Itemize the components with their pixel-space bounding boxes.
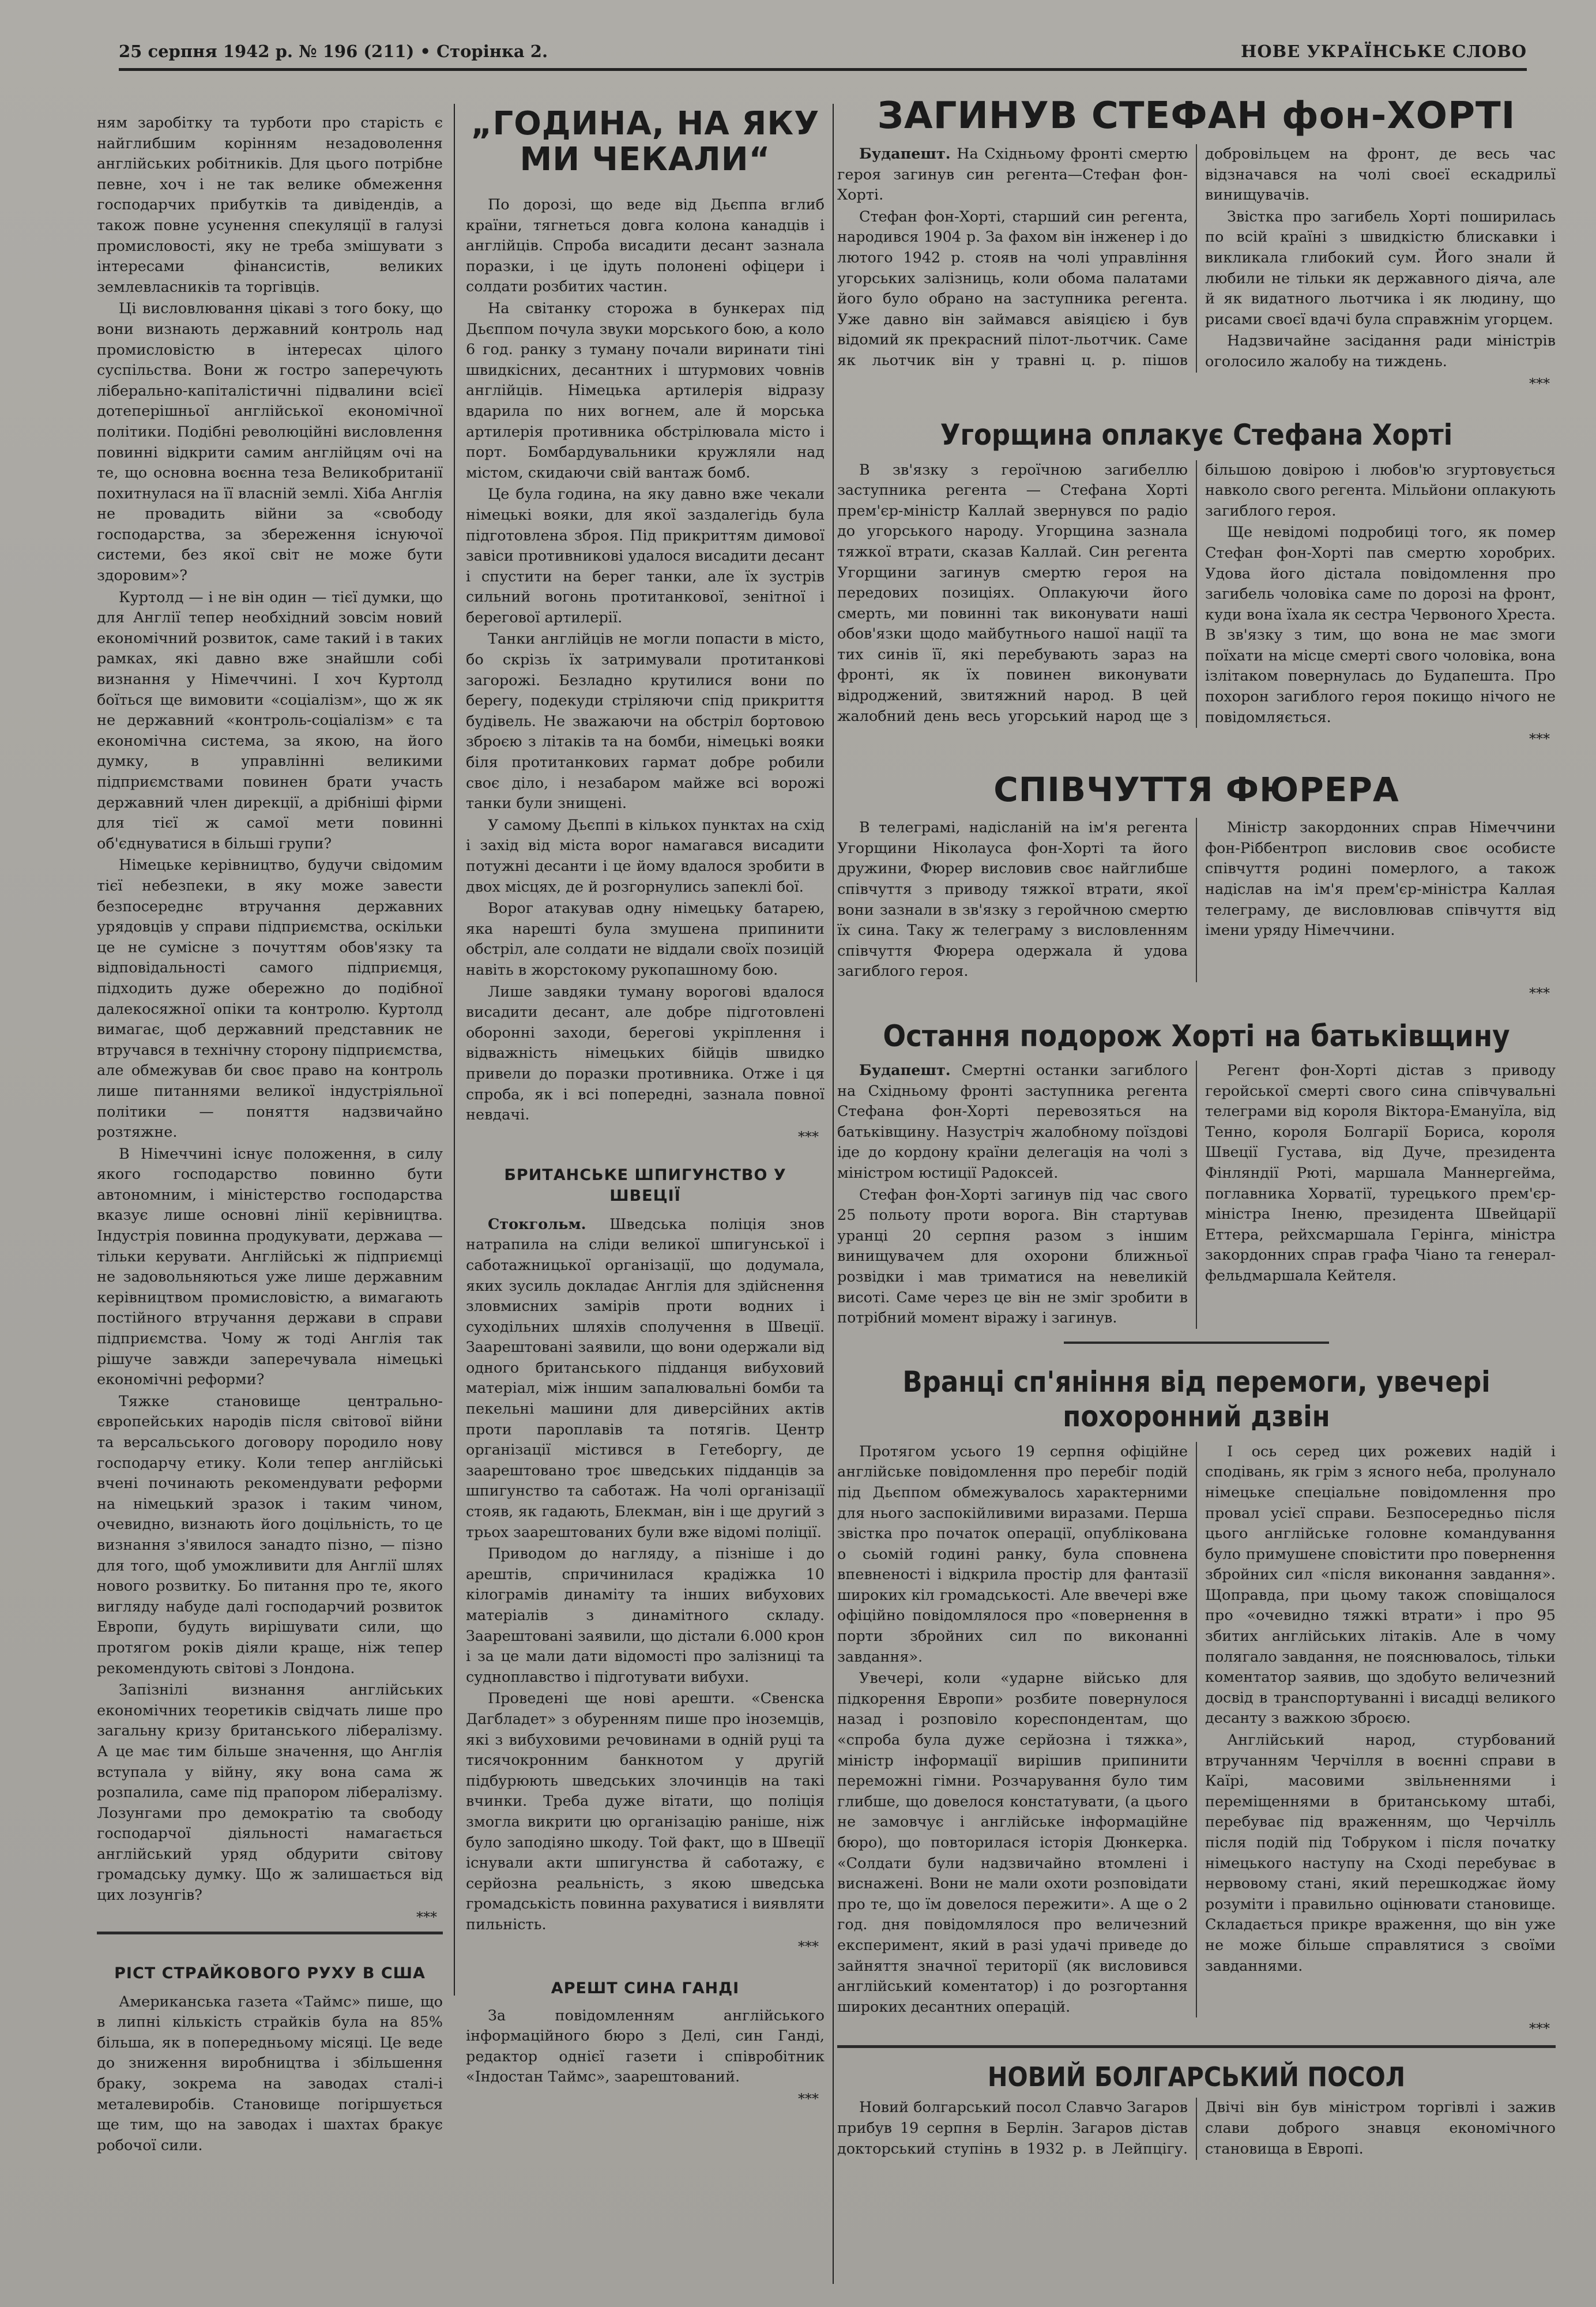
short-rule (1064, 1342, 1329, 1344)
col1-paragraph: Тяжке становище центрально-європейських народів після світової війни та версальського договору породило нову господарчу етику. Коли тепер англійські вчені починають рекомендувати реформи на німецький зразок і таким чином, очевидно, визнають його доцільність, то це визнання з'явилося занадто пізно, — пізно для того, щоб уможливити для Англії шлях нового розвитку. Бо питання про те, якого вигляду набуде далі господарчий розвиток Европи, будуть вирішувати сили, що протягом років діяли краще, ніж тепер рекомендують світові з Лондона. (97, 1392, 443, 1677)
dieppe-paragraph: Лише завдяки туману ворогові вдалося висадити десант, але добре підготовлені оборонні заходи, берегові укріплення і відважність німецьких бійців швидко привели до поразки противника. Отже і ця спроба, як і всі попередні, зазнала повної невдачі. (466, 983, 825, 1124)
col1-paragraph: В Німеччині існує положення, в силу якого господарство повинно бути автономним, і міністерство господарства вказує лише основні лінії керівництва. Індустрія повинна продукувати, держава — тільки керувати. Англійські ж підприємці не задовольняються уже лише державним керівництвом промисловістю, а вимагають постійного втручання держави в справи підприємства. Чому ж тоді Англія так рішуче завжди заперечувала німецькі економічні реформи? (97, 1145, 443, 1389)
morning-article (837, 1442, 1556, 2018)
envoy-text: Новий болгарський посол Славчо Загаров прибув 19 серпня в Берлін. Загаров дістав докторський ступінь в 1932 р. в Лейпцігу. Двічі він був міністром торгівлі і зажив слави доброго знавця економічного становища в Европі. (837, 2099, 1556, 2158)
dieppe-paragraph: Це була година, на яку давно вже чекали німецькі вояки, для якої заздалегідь була підготовлена зброя. Під прикриттям димової завіси противникові удалося висадити десант і спустити на берег танки, але їх зустрів сильний вогонь протитанкової, зенітної і берегової артилерії. (466, 486, 825, 626)
morning-paragraph: Увечері, коли «ударне військо для підкорення Европи» розбите повернулося назад і розповіло кореспондентам, що «спроба була дуже серйозна і тяжка», міністр інформації вирішив припинити переможні гімни. Розчарування було тим глибше, що довелося констатувати, (а цього не замовчує і англійське інформаційне бюро), що повторилася історія Дюнкерка. «Солдати були надзвичайно втомлені і виснажені. Вони не мали охоти розповідати про те, що їм довелося пережити». А ще о 2 год. дня повідомлялося про величезний експеримент, який в разі удачі приведе до зайняття значної території (як висловився англійський коментатор) і до розгортання широких десантних операцій. (837, 1670, 1188, 2016)
fuhrer-headline: СПІВЧУТТЯ ФЮРЕРА (993, 770, 1399, 810)
separator-stars: *** (1529, 2020, 1550, 2037)
dieppe-paragraph: По дорозі, що веде від Дьєппа вглиб країни, тягнеться довга колона канадців і англійців. Спроба висадити десант зазнала поразки, і це ідуть полонені офіцери і солдати розбитих частин. (466, 196, 825, 296)
dieppe-paragraph: Ворог атакував одну німецьку батарею, яка нарешті була змушена припинити обстріл, але солдати не віддали своїх позицій навіть в жорстокому рукопашному бою. (466, 900, 825, 979)
envoy-article (837, 2098, 1556, 2160)
column-rule-2 (833, 104, 834, 2284)
dieppe-paragraph: Танки англійців не могли попасти в місто, бо скрізь їх затримували протитанкові загорожі. Безладно крутилися вони по берегу, подекуди стріляючи спід прикриття будівель. Не зважаючи на обстріл бортовою зброєю з літаків та на бомби, німецькі вояки біля протитанкових гармат добре робили своє діло, і незабаром майже всі ворожі танки були знищені. (466, 630, 825, 813)
column-rule-1 (454, 104, 455, 1996)
journey-paragraph: Стефан фон-Хорті загинув під час свого 25 польоту проти ворога. Він стартував уранці 20 серпня разом з іншим винищувачем для охорони ближньої розвідки і мав триматися на невеликій висоті. Саме через це він не зміг зробити в потрібний момент віражу і загинув. (837, 1186, 1188, 1327)
horthy-dateline: Будапешт. (859, 145, 951, 163)
morning-headline-line2: похоронний дзвін (1063, 1399, 1330, 1433)
mourns-headline: Угорщина оплакує Стефана Хорті (940, 418, 1453, 452)
journey-article (837, 1061, 1556, 1329)
spy-paragraph: Приводом до нагляду, а пізніше і до арештів, спричинилася крадіжка 10 кілограмів динаміту та інших вибухових матеріалів з динамітного складу. Заарештовані заявили, що дістали 6.000 крон і за це мали дати відомості про залізниці та судноплавство і підготувати вибухи. (466, 1545, 825, 1686)
newspaper-title: НОВЕ УКРАЇНСЬКЕ СЛОВО (1240, 42, 1527, 61)
col1-paragraph: ням заробітку та турботи про старість є найглибшим корінням незадоволення англійських робітників. Для цього потрібне певне, хоч і не так велике обмеження господарчих прибутків та дивідендів, а також повне усунення спекуляції в галузі промисловості, яку не треба змішувати з інтересами фінансистів, великих землевласників та торгівців. (97, 114, 443, 296)
morning-paragraph: Протягом усього 19 серпня офіційне англійське повідомлення про перебіг подій під Дьєппом обмежувалось характерними для нього заспокійливими виразами. Перша звістка про початок операції, опублікована о сьомій годині ранку, була сповнена впевненості і відкрила простір для фантазії широких кіл громадськості. Але ввечері вже офіційно повідомлялося про «повернення в порти збройних сил по виконанні завдання». (837, 1442, 1188, 1666)
mourns-article (837, 460, 1556, 728)
fuhrer-paragraph: Міністр закордонних справ Німеччини фон-Ріббентроп висловив своє особисте співчуття родині померлого, а також надіслав на ім'я прем'єр-міністра Каллая телеграму, де висловлював співчуття від імени уряду Німеччини. (1205, 819, 1556, 940)
morning-paragraph: Англійський народ, стурбований втручанням Черчілля в воєнні справи в Каїрі, масовими звільненнями і переміщеннями в британському штабі, перебуває під враженням, що Черчілль після подій під Тобруком і після початку німецького наступу на Сході перебуває в нервовому стані, який перешкоджає йому розуміти і правильно оцінювати становище. Складається прикре враження, що він уже не може більше справлятися з своїми завданнями. (1205, 1731, 1556, 1975)
right-half (837, 97, 1556, 2160)
col1-paragraph: Куртолд — і не він один — тієї думки, що для Англії тепер необхідний зовсім новий економічний розвиток, саме такий і в таких рамках, які давно вже знайшли собі визнання у Німеччині. І хоч Куртолд боїться ще вимовити «соціалізм», що ж як не державний «контроль-соціалізм» є та економічна система, за якою, на його думку, в управлінні великими підприємствами повинен брати участь державний член дирекції, а дрібніші фірми для тієї ж самої мети повинні об'єднуватися в більші групи? (97, 588, 443, 852)
col1-paragraph: Запізнілі визнання англійських економічних теоретиків свідчать лише про загальну кризу британського лібералізму. А це має тим більше значення, що Англія вступала у війну, яку вона сама ж розпалила, саме під прапором лібералізму. Лозунгами про демократію та свободу господарчої діяльності намагається англійський уряд обдурити світову громадську думку. Що ж залишається від цих лозунгів? (97, 1681, 443, 1904)
separator-stars: *** (1529, 375, 1550, 392)
journey-dateline: Будапешт. (859, 1062, 951, 1079)
dieppe-headline: „ГОДИНА, НА ЯКУ МИ ЧЕКАЛИ“ (470, 105, 820, 178)
spy-dateline: Стокгольм. (488, 1215, 586, 1233)
fuhrer-article (837, 818, 1556, 982)
strike-headline: РІСТ СТРАЙКОВОГО РУХУ В США (114, 1964, 426, 1982)
journey-paragraph: Регент фон-Хорті дістав з приводу геройської смерті свого сина співчувальні телеграми від короля Віктора-Емануїла, від Тенно, короля Болгарії Бориса, короля Швеції Густава, від Дуче, президента Фінляндії Рюті, маршала Маннергейма, поглавника Хорватії, турецького прем'єр-міністра Іненю, президента Швейцарії Еттера, рейхсмаршала Герінга, міністра закордонних справ графа Чіано та генерал-фельдмаршала Кейтеля. (1205, 1062, 1556, 1284)
separator-stars: *** (798, 2090, 819, 2107)
page-header (119, 36, 1527, 70)
col1-paragraph: Ці висловлювання цікаві з того боку, що вони визнають державний контроль над промисловістю в інтересах цілого суспільства. Вони ж гостро заперечують ліберально-капіталістичні підвалини всієї дотеперішньої англійської економічної політики. Подібні революційні висловлення повинні відкрити самим англійцям очі на те, що основна воєнна теза Великобританії похитнулася на її власній землі. Хіба Англія не провадить війни за «свободу господарства, за збереження існуючої системи, без якої світ не може бути здоровим»? (97, 300, 443, 585)
dieppe-paragraph: На світанку сторожа в бункерах під Дьєппом почула звуки морського бою, а коло 6 год. ранку з туману почали виринати тіні швидкісних, десантних і штурмових човнів англійців. Німецька артилерія відразу вдарила по них вогнем, але й морська артилерія противника обстрілювала місто і порт. Бомбардувальники кружляли над містом, скидаючи свій вантаж бомб. (466, 299, 825, 482)
section-rule (97, 1932, 443, 1934)
morning-headline-line1: Вранці сп'яніння від перемоги, увечері (902, 1365, 1490, 1399)
strike-text: Американська газета «Таймс» пише, що в липні кількість страйків була на 85% більша, як в попередньому місяці. Це веде до зниження виробництва і збільшення браку, зокрема на заводах сталі-і металевиробів. Становище погіршується ще тим, що на заводах і шахтах бракує робочої сили. (97, 1993, 443, 2154)
header-rule (119, 68, 1527, 71)
journey-paragraph: Смертні останки загиблого на Східньому фронті заступника регента Стефана фон-Хорті перевозяться на батьківщину. Назустріч жалобному поїздові іде до кордону країни делегація на чолі з міністром юстиції Радоксей. (837, 1062, 1188, 1182)
gandhi-headline: АРЕШТ СИНА ГАНДІ (551, 1979, 740, 1997)
horthy-paragraph: Стефан фон-Хорті, старший син регента, народився 1904 р. За фахом він інженер і до лютого 1942 р. стояв на чолі управління угорських залізниць, коли обома палатами його було обрано на заступника регента. Уже давно він займався авіяцією і був відомий як прекрасний пілот-льотчик. Саме як льотчик він у травні ц. р. пішов добровільцем на фронт, де весь час відзначався на чолі своєї ескадрильї винищувачів. (837, 145, 1556, 369)
horthy-paragraph: Надзвичайне засідання ради міністрів оголосило жалобу на тиждень. (1205, 332, 1556, 370)
fuhrer-paragraph: В телеграмі, надісланій на ім'я регента Угорщини Ніколауса фон-Хорті та його дружини, Фюрер висловив своє найглибше співчуття з приводу тяжкої втрати, якої вони зазнали в зв'язку з геройчною смертю їх сина. Таку ж телеграму з висловленням співчуття Фюрера одержала й удова загиблого героя. (837, 819, 1188, 980)
separator-stars: *** (798, 1938, 819, 1955)
column-2 (466, 102, 825, 2111)
journey-headline: Остання подорож Хорті на батьківщину (883, 1019, 1510, 1054)
dieppe-paragraph: У самому Дьєппі в кількох пунктах на схід і захід від міста ворог намагався висадити потужні десанти і це йому вдалося зробити в двох місцях, де й розгорнулись запеклі бої. (466, 816, 825, 896)
envoy-headline: НОВИЙ БОЛГАРСЬКИЙ ПОСОЛ (987, 2061, 1406, 2093)
horthy-paragraph: Звістка про загибель Хорті поширилась по всій країні з швидкістю блискавки і викликала глибокий сум. Його знали й любили не тільки як державного діяча, але й як видатного льотчика і як людину, що рисами своєї вдачі була справжнім угорцем. (1205, 208, 1556, 328)
section-rule (837, 2045, 1556, 2048)
spy-headline: БРИТАНСЬКЕ ШПИГУНСТВО У ШВЕЦІЇ (504, 1166, 786, 1205)
morning-paragraph: І ось серед цих рожевих надій і сподівань, як грім з ясного неба, пролунало німецьке спеціальне повідомлення про провал усієї справи. Безпосередньо після цього англійське головне командування було примушене сповістити про повернення збройних сил «після виконання завдання». Щоправда, при цьому також сповіщалося про «очевидно тяжкі втрати» і про 95 збитих англійських літаків. Але в чому полягало завдання, не пояснювалось, тільки коментатор заявив, що здобуто величезний досвід в транспортуванні і висадці великого десанту з важкою зброєю. (1205, 1442, 1556, 1727)
morning-headline (873, 1365, 1519, 1434)
separator-stars: *** (1529, 985, 1550, 1001)
issue-info: 25 серпня 1942 р. № 196 (211) • Сторінка 2. (119, 42, 548, 61)
spy-paragraph: Проведені ще нові арешти. «Свенска Дагбладет» з обуренням пише про іноземців, які з вибуховими речовинами в одній руці та тисячокронним банкнотом у другій підбурюють шведських злочинців на такі вчинки. Треба дуже вітати, що поліція змогла викрити цю організацію раніше, ніж було заподіяно шкоду. Той факт, що в Швеції існували акти шпигунства й саботажу, є серйозна реальність, з якою шведська громадськість повинна рахуватися і виявляти пильність. (466, 1690, 825, 1933)
col1-paragraph: Німецьке керівництво, будучи свідомим тієї небезпеки, в яку може завести безпосереднє втручання державних урядовців у справи підприємства, оскільки це не сумісне з почуттям обов'язку та відповідальності самого підприємця, підходить дуже обережно до подібної далекосяжної опіки та контролю. Куртолд вимагає, щоб державний представник не втручався в технічну сторону підприємства, але обмежував би своє право на контроль лише питаннями великої індустріяльної політики — поняття надзвичайно розтяжне. (97, 856, 443, 1141)
separator-stars: *** (416, 1908, 437, 1925)
separator-stars: *** (1529, 731, 1550, 747)
spy-paragraph: Шведська поліція знов натрапила на сліди великої шпигунської і саботажницької організації, що додумала, яких зусиль докладає Англія для здійснення зловмисних замірів проти водних і суходільних шляхів сполучення в Швеції. Заарештовані заявили, що вони одержали від одного британського підданця вибуховий матеріал, між іншим запалювальні бомби та пекельні машини для диверсійних актів проти пароплавів та потягів. Центр організації містився в Гетеборгу, де заарештовано троє шведських підданців за шпигунство та саботаж. На чолі організації стояв, як гадають, Блекман, він і ще другий з трьох заарештованих були вже відомі поліції. (466, 1215, 825, 1541)
horthy-headline: ЗАГИНУВ СТЕФАН фон-ХОРТІ (877, 95, 1516, 137)
column-1 (97, 113, 443, 2157)
mourns-paragraph: Ще невідомі подробиці того, як помер Стефан фон-Хорті пав смертю хоробрих. Удова його дістала повідомлення про загибель чоловіка саме по дорозі на фронт, куди вона їхала як сестра Червоного Хреста. В зв'язку з тим, що вона не має змоги поїхати на місце смерті свого чоловіка, вона iзлітаком повернулась до Будапешта. Про похорон загиблого героя покищо нічого не повідомляється. (1205, 524, 1556, 726)
horthy-paragraph: На Східньому фронті смертю героя загинув син регента—Стефан фон-Хорті. (837, 145, 1188, 204)
horthy-article (837, 144, 1556, 373)
separator-stars: *** (798, 1128, 819, 1145)
gandhi-text: За повідомленням англійського інформаційного бюро з Делі, син Ганді, редактор однієї газети і співробітник «Індостан Таймс», заарештований. (466, 2007, 825, 2086)
mourns-paragraph: В зв'язку з героїчною загибеллю заступника регента — Стефана Хорті прем'єр-міністр Каллай звернувся по радіо до угорського народу. Угорщина зазнала тяжкої втрати, сказав Каллай. Син регента Угорщини загинув смертю героя на передових позиціях. Оплакуючи його смерть, ми повинні так виконувати наші обов'язки щодо майбутнього нашої нації та тих синів її, які перебувають зараз на фронті, як їх повинен виконувати відроджений, звитяжний народ. В цей жалобний день весь угорський народ ще з більшою довірою і любов'ю згуртовується навколо свого регента. Мільйони оплакують загиблого героя. (837, 461, 1556, 725)
